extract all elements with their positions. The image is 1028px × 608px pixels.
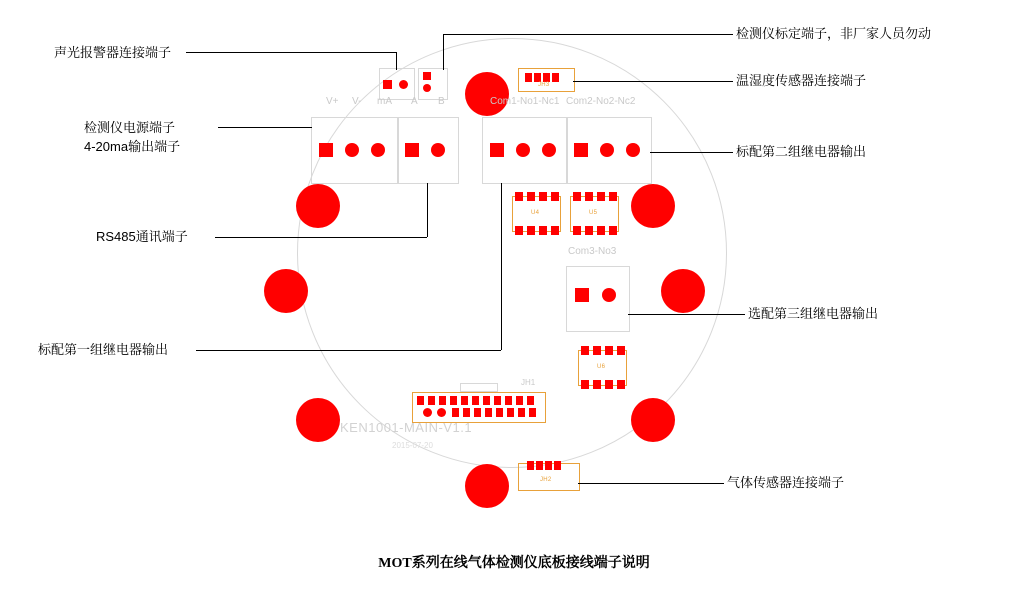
ic-pad xyxy=(539,192,547,201)
j1-pad xyxy=(496,408,503,417)
callout-power-line1: 检测仪电源端子 xyxy=(84,120,176,135)
j1-pad xyxy=(529,408,536,417)
ic-pad xyxy=(573,192,581,201)
j1-pad xyxy=(417,396,424,405)
j1-pad xyxy=(518,408,525,417)
rs485-pad-a xyxy=(405,143,419,157)
j1-pad xyxy=(516,396,523,405)
relay2-pad-no xyxy=(600,143,614,157)
mount-hole xyxy=(264,269,308,313)
callout-gas-sensor-lead xyxy=(578,483,724,484)
j1-pad xyxy=(428,396,435,405)
ic-pad xyxy=(593,346,601,355)
j1-pad xyxy=(472,396,479,405)
callout-calibration-lead-v xyxy=(443,34,444,70)
callout-relay2-label: 标配第二组继电器输出 xyxy=(736,144,867,159)
silk-label-com2: Com2-No2-Nc2 xyxy=(566,96,636,107)
callout-relay1-lead-v xyxy=(501,183,502,350)
power-pad-vplus xyxy=(319,143,333,157)
board-silk-name: KEN1001-MAIN-V1.1 xyxy=(340,420,473,435)
silk-label-j2: JH2 xyxy=(540,477,552,483)
ic-pad xyxy=(617,380,625,389)
gas-sensor-pad xyxy=(554,461,561,470)
j1-pad xyxy=(527,396,534,405)
j1-shroud xyxy=(460,383,498,392)
ic-pad xyxy=(581,380,589,389)
silk-label-vminus: V- xyxy=(352,96,362,107)
silk-label-com3: Com3-No3 xyxy=(568,246,617,257)
ic-pad xyxy=(573,226,581,235)
calibration-pad-round xyxy=(423,84,431,92)
callout-gas-sensor-label: 气体传感器连接端子 xyxy=(727,475,845,490)
callout-relay3-lead xyxy=(628,314,745,315)
ic-pad xyxy=(539,226,547,235)
ic-pad xyxy=(609,192,617,201)
callout-relay2-lead xyxy=(650,152,733,153)
j1-pad xyxy=(474,408,481,417)
j1-pad xyxy=(439,396,446,405)
ic-pad xyxy=(597,192,605,201)
callout-alarm-label: 声光报警器连接端子 xyxy=(54,45,172,60)
callout-temp-humidity-lead xyxy=(573,81,733,82)
callout-calibration-lead-h xyxy=(443,34,733,35)
j1-pad xyxy=(505,396,512,405)
mount-hole xyxy=(465,72,509,116)
relay3-pad-com xyxy=(575,288,589,302)
silk-label-u6: U6 xyxy=(597,364,606,370)
j1-pad xyxy=(494,396,501,405)
relay2-pad-nc xyxy=(626,143,640,157)
silk-label-ma: mA xyxy=(377,96,392,107)
j1-pad xyxy=(463,408,470,417)
board-silk-date: 2015-07-20 xyxy=(392,441,433,450)
mount-hole xyxy=(631,184,675,228)
j1-pad xyxy=(450,396,457,405)
ic-pad xyxy=(605,346,613,355)
silk-label-a: A xyxy=(411,96,418,107)
gas-sensor-pad xyxy=(527,461,534,470)
silk-label-j3: JH3 xyxy=(538,82,550,88)
callout-relay1-label: 标配第一组继电器输出 xyxy=(38,342,169,357)
callout-relay3-label: 选配第三组继电器输出 xyxy=(748,306,879,321)
relay3-pad-no xyxy=(602,288,616,302)
mount-hole xyxy=(631,398,675,442)
relay1-pad-nc xyxy=(542,143,556,157)
ic-pad xyxy=(527,226,535,235)
silk-label-u5: U5 xyxy=(589,210,598,216)
silk-label-b: B xyxy=(438,96,445,107)
ic-pad xyxy=(551,226,559,235)
ic-pad xyxy=(581,346,589,355)
ic-pad xyxy=(585,192,593,201)
callout-power-lead xyxy=(218,127,312,128)
ic-pad xyxy=(593,380,601,389)
mount-hole xyxy=(465,464,509,508)
callout-alarm-lead-v xyxy=(396,52,397,70)
temp-humidity-pad xyxy=(552,73,559,82)
callout-power-line2: 4-20ma输出端子 xyxy=(84,139,181,154)
ic-pad xyxy=(617,346,625,355)
j1-pad xyxy=(452,408,459,417)
silk-label-vplus: V+ xyxy=(326,96,339,107)
ic-pad xyxy=(605,380,613,389)
power-pad-vminus xyxy=(345,143,359,157)
j1-pad xyxy=(507,408,514,417)
calibration-pad-square xyxy=(423,72,431,80)
callout-calibration-label: 检测仪标定端子，非厂家人员勿动 xyxy=(736,26,932,41)
ic-pad xyxy=(597,226,605,235)
j1-pad xyxy=(485,408,492,417)
j1-pad-round xyxy=(423,408,432,417)
callout-power-label xyxy=(84,118,180,156)
ic-pad xyxy=(585,226,593,235)
mount-hole xyxy=(661,269,705,313)
alarm-pad-square xyxy=(383,80,392,89)
gas-sensor-pad xyxy=(536,461,543,470)
ic-pad xyxy=(515,192,523,201)
callout-rs485-label: RS485通讯端子 xyxy=(96,229,188,244)
j1-pad xyxy=(461,396,468,405)
ic-pad xyxy=(515,226,523,235)
callout-rs485-lead-v xyxy=(427,183,428,237)
ic-pad xyxy=(551,192,559,201)
mount-hole xyxy=(296,398,340,442)
silk-label-j1: JH1 xyxy=(521,378,536,387)
j1-pad xyxy=(483,396,490,405)
figure-caption: MOT系列在线气体检测仪底板接线端子说明 xyxy=(378,556,650,571)
j1-pad-round xyxy=(437,408,446,417)
ic-pad xyxy=(527,192,535,201)
ic-pad xyxy=(609,226,617,235)
silk-label-com1: Com1-No1-Nc1 xyxy=(490,96,560,107)
temp-humidity-pad xyxy=(525,73,532,82)
relay1-pad-no xyxy=(516,143,530,157)
alarm-pad-round xyxy=(399,80,408,89)
relay2-pad-com xyxy=(574,143,588,157)
relay1-pad-com xyxy=(490,143,504,157)
rs485-pad-b xyxy=(431,143,445,157)
silk-label-u4: U4 xyxy=(531,210,540,216)
callout-temp-humidity-label: 温湿度传感器连接端子 xyxy=(736,73,867,88)
power-pad-ma xyxy=(371,143,385,157)
callout-rs485-lead-h xyxy=(215,237,427,238)
callout-alarm-lead-h xyxy=(186,52,396,53)
callout-relay1-lead-h xyxy=(196,350,501,351)
mount-hole xyxy=(296,184,340,228)
gas-sensor-pad xyxy=(545,461,552,470)
temp-humidity-pad xyxy=(543,73,550,82)
temp-humidity-pad xyxy=(534,73,541,82)
